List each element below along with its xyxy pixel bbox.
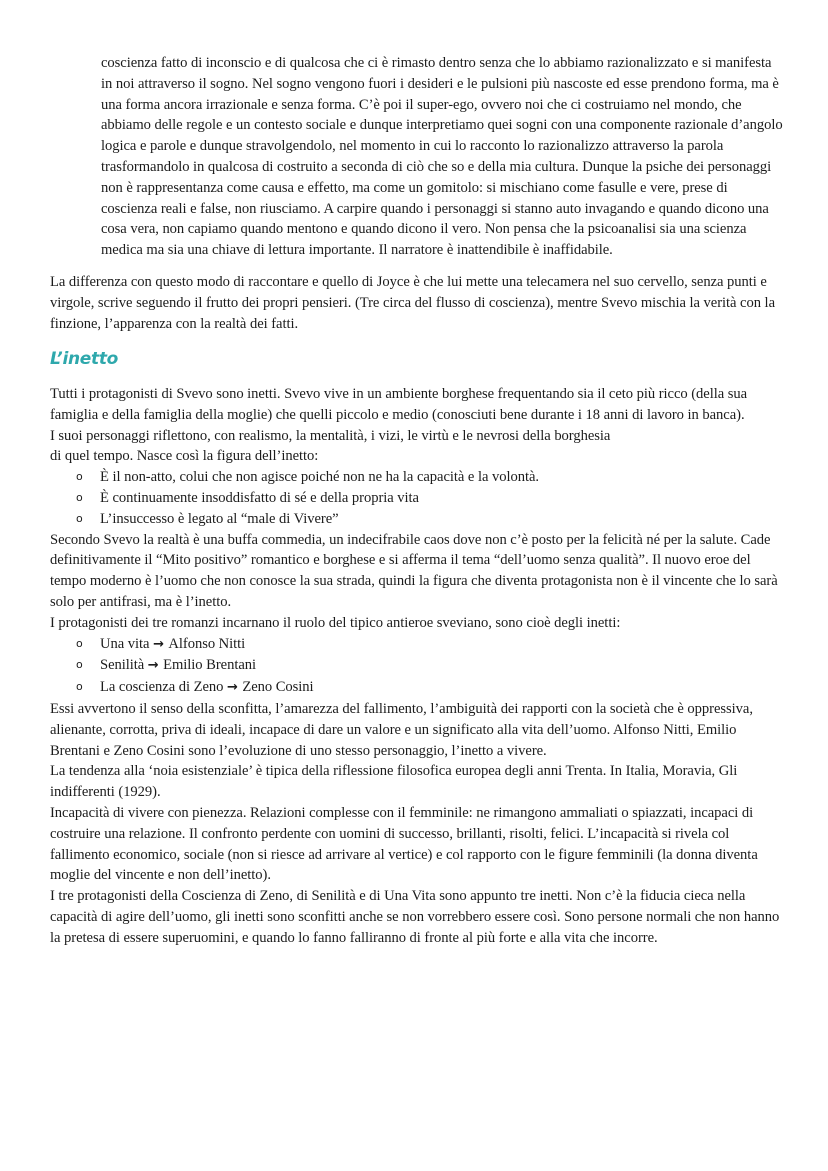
bullet-icon: o xyxy=(76,490,83,504)
list-item-text: È il non-atto, colui che non agisce poiché non ne ha la capacità e la volontà. xyxy=(100,469,540,486)
paragraph: I suoi personaggi riflettono, con realismo, la mentalità, i vizi, le virtù e le nevrosi della borghesia xyxy=(50,427,611,444)
inetto-traits-list xyxy=(50,467,785,529)
list-item xyxy=(76,634,785,656)
novels-list xyxy=(50,634,785,699)
intro-paragraph: coscienza fatto di inconscio e di qualcosa che ci è rimasto dentro senza che lo abbiamo razionalizzato e si manifesta in noi attraverso il sogno. Nel sogno vengono fuori i desideri e le pulsioni più nascoste ed esse prendono forma, ma è una forma ancora irrazionale e senza forma. C’è poi il super-ego, ovvero noi che ci costruiamo nel mondo, che abbiamo delle regole e un contesto sociale e dunque interpretiamo quei sogni con una componente razionale d’angolo logica e parole e dunque stravolgendolo, nel momento in cui lo racconto lo razionalizzo attraverso la parola trasformandolo in qualcosa di costruito a seconda di ciò che so e della mia cultura. Dunque la psiche dei personaggi non è rappresentanza come causa e effetto, ma come un gomitolo: si mischiano come fasulle e vere, prese di coscienza reali e false, non riusciamo. A carpire quando i personaggi si stanno auto invagando e quando dicono una cosa vera, non capiamo quando mentono e quando dicono il vero. Non pensa che la psicoanalisi sia una scienza medica ma sia una chiave di lettura importante. Il narratore è inattendibile è inaffidabile. xyxy=(101,55,783,259)
novel-protagonist: Alfonso Nitti xyxy=(168,635,246,652)
list-item xyxy=(76,677,785,699)
list-item xyxy=(76,467,785,488)
novel-protagonist: Zeno Cosini xyxy=(242,679,314,696)
novel-protagonist: Emilio Brentani xyxy=(163,657,257,674)
paragraph: I tre protagonisti della Coscienza di Zeno, di Senilità e di Una Vita sono appunto tre inetti. Non c’è la fiducia cieca nella capacità di agire dell’uomo, gli inetti sono sconfitti anche se non vorrebbero essere così. Sono persone normali che non hanno la pretesa di essere superuomini, e quando lo fanno falliranno di fronte al più forte e alla vita che incorre. xyxy=(50,888,780,946)
bullet-icon: o xyxy=(76,658,83,672)
novel-title: Una vita xyxy=(100,635,150,652)
list-item xyxy=(76,655,785,677)
list-item-text: L’insuccesso è legato al “male di Vivere” xyxy=(100,510,339,527)
list-item-text: È continuamente insoddisfatto di sé e della propria vita xyxy=(100,489,419,506)
bullet-icon: o xyxy=(76,636,83,650)
paragraph: di quel tempo. Nasce così la figura dell’inetto: xyxy=(50,448,319,465)
list-item xyxy=(76,509,785,530)
novel-title: Senilità xyxy=(100,657,145,674)
bullet-icon: o xyxy=(76,680,83,694)
list-item xyxy=(76,488,785,509)
joyce-comparison-block xyxy=(50,272,785,334)
paragraph: Secondo Svevo la realtà è una buffa commedia, un indecifrabile caos dove non c’è posto per la felicità né per la salute. Cade definitivamente il “Mito positivo” romantico e borghese e si afferma il tema “dell’uomo senza qualità”. Il nuovo eroe del tempo moderno è l’uomo che non conosce la sua strada, quindi la figura che diventa protagonista non è il vincente che lo sarà solo per antifrasi, ma è l’inetto. xyxy=(50,531,778,610)
paragraph: Tutti i protagonisti di Svevo sono inetti. Svevo vive in un ambiente borghese frequentando sia il ceto più ricco (della sua famiglia e della famiglia della moglie) che quelli piccolo e medio (conosciuti bene durante i 18 anni di lavoro in banca). xyxy=(50,386,748,423)
arrow-right-icon: → xyxy=(227,680,243,696)
novel-title: La coscienza di Zeno xyxy=(100,679,224,696)
bullet-icon: o xyxy=(76,511,83,525)
paragraph: Essi avvertono il senso della sconfitta, l’amarezza del fallimento, l’ambiguità dei rapporti con la società che è oppressiva, alienante, corrotta, priva di ideali, incapace di dare un valore e un significato alla vita dell’uomo. Alfonso Nitti, Emilio Brentani e Zeno Cosini sono l’evoluzione di uno stesso personaggio, l’inetto a vivere. xyxy=(50,700,753,759)
joyce-paragraph: La differenza con questo modo di raccontare e quello di Joyce è che lui mette una telecamera nel suo cervello, senza punti e virgole, scrive seguendo il frutto dei propri pensieri. (Tre circa del flusso di coscienza), mentre Svevo mischia la verità con la finzione, l’apparenza con la realtà dei fatti. xyxy=(50,274,775,332)
paragraph: La tendenza alla ‘noia esistenziale’ è tipica della riflessione filosofica europea degli anni Trenta. In Italia, Moravia, Gli indifferenti (1929). xyxy=(50,763,738,801)
inetto-section xyxy=(50,384,785,949)
arrow-right-icon: → xyxy=(153,636,169,652)
bullet-icon: o xyxy=(76,470,83,484)
paragraph: I protagonisti dei tre romanzi incarnano il ruolo del tipico antieroe sveviano, sono cioè degli inetti: xyxy=(50,614,621,631)
arrow-right-icon: → xyxy=(147,658,164,674)
paragraph: Incapacità di vivere con pienezza. Relazioni complesse con il femminile: ne rimangono ammaliati o spiazzati, incapaci di costruire una relazione. Il confronto perdente con uomini di successo, brillanti, risolti, felici. L’incapacità si rivela col fallimento economico, sociale (non si riesce ad arrivare al vertice) e col rapporto con le figure femminili (la donna diventa moglie del vincente e non dell’inetto). xyxy=(50,804,758,884)
section-heading: L’inetto xyxy=(50,349,119,369)
